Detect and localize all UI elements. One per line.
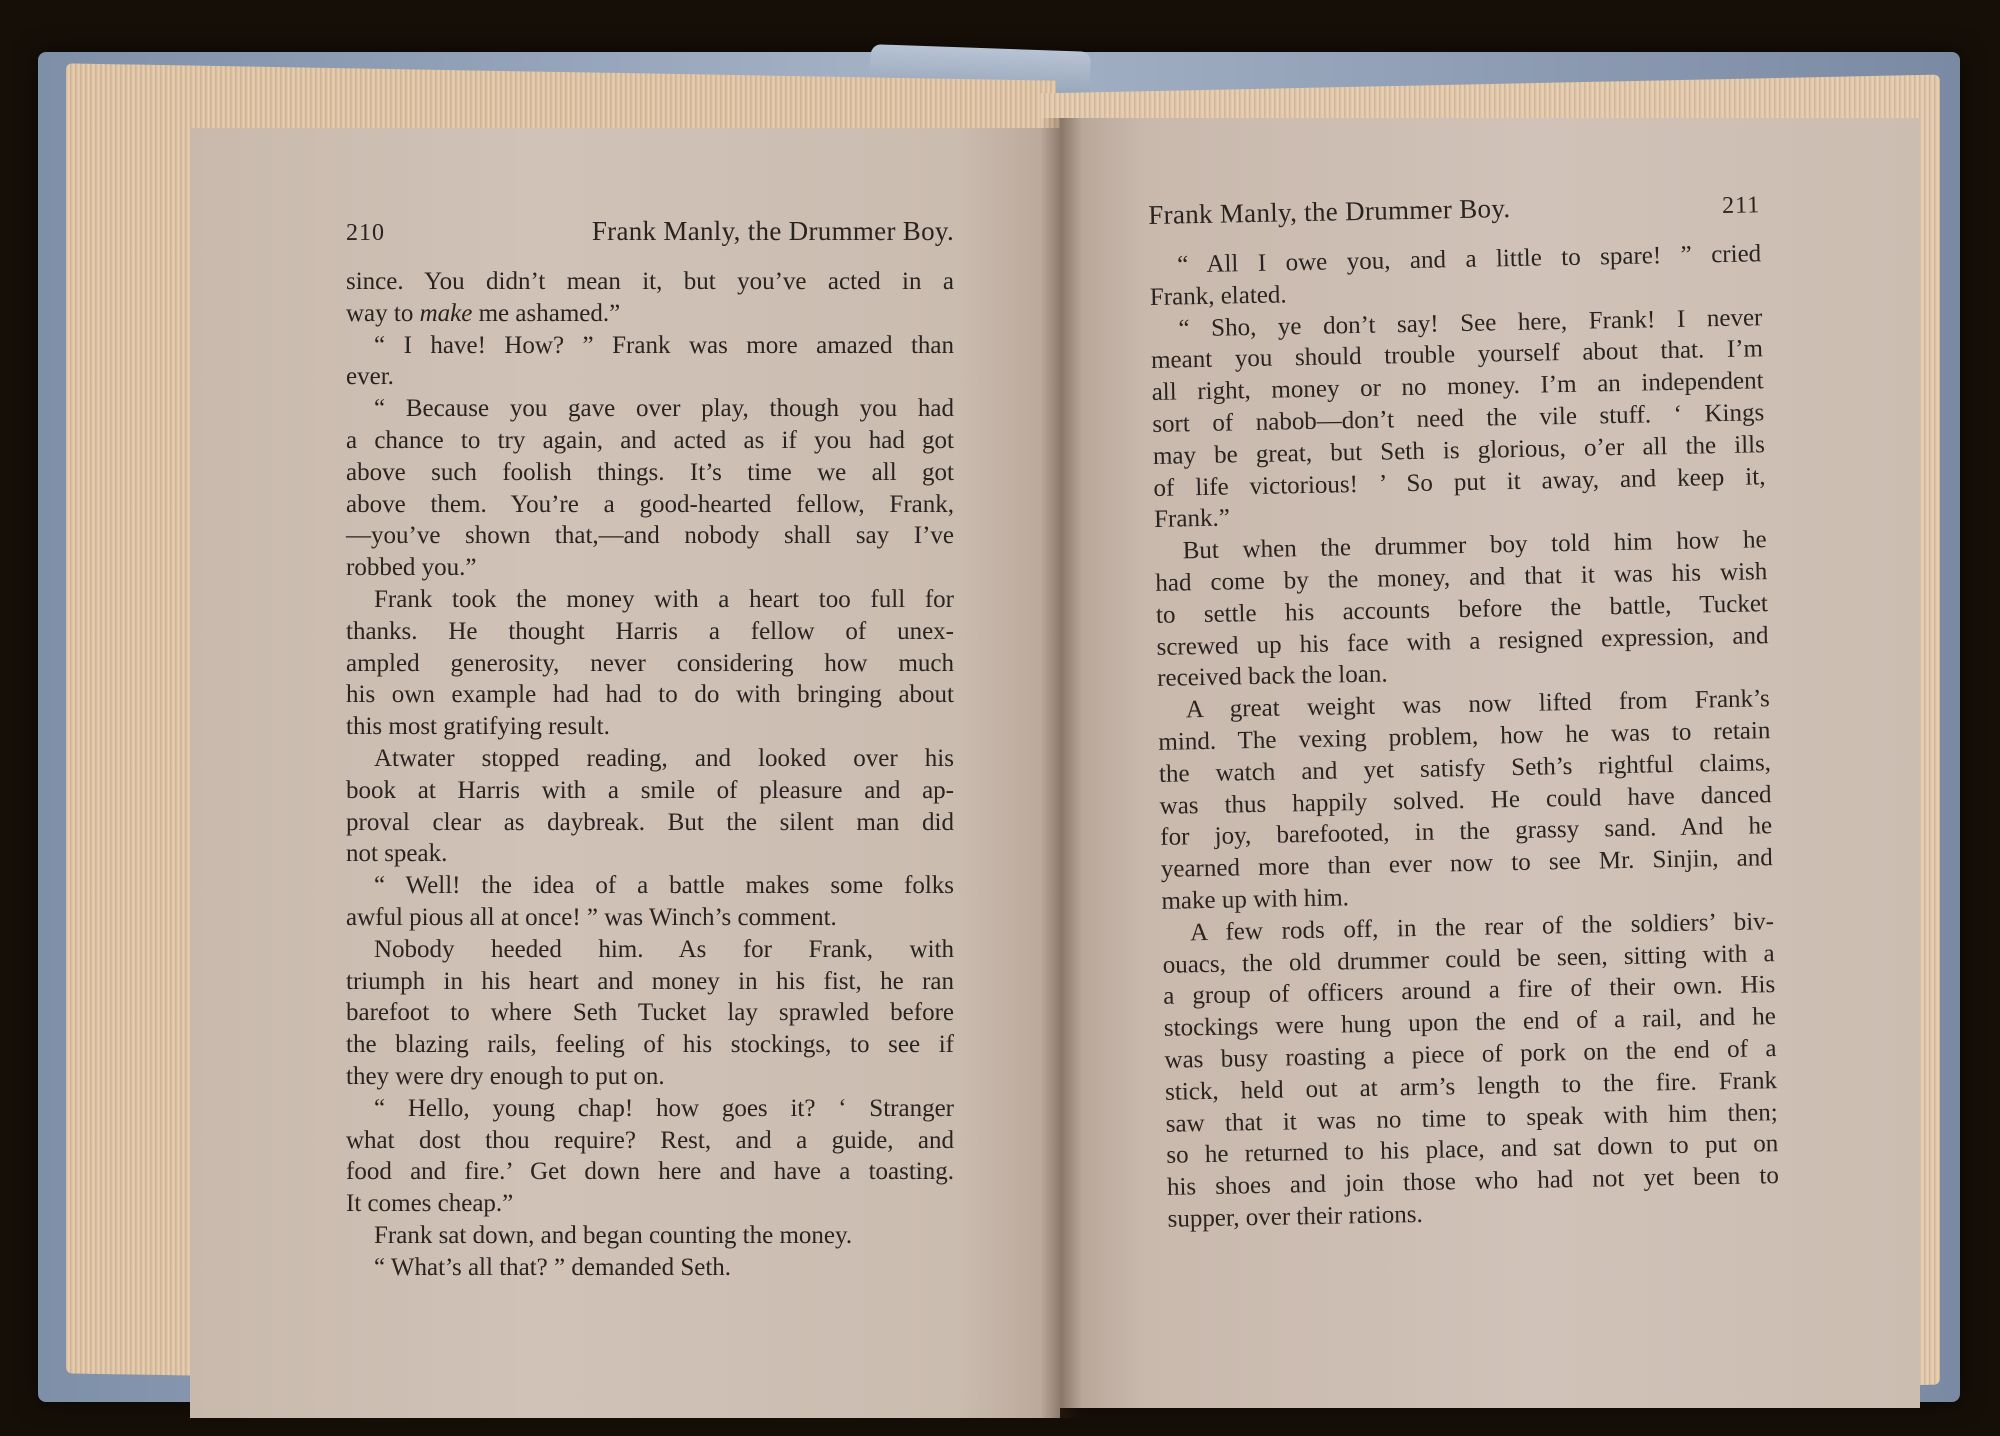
text-line: had come by the money, and that it was his wish	[1155, 558, 1768, 597]
text-line: It comes cheap.”	[346, 1190, 514, 1218]
text-line: But when the drummer boy told him how he	[1182, 526, 1767, 565]
text-line: Frank.”	[1153, 504, 1231, 534]
text-line: A few rods off, in the rear of the soldiers’ biv-	[1189, 907, 1775, 947]
text-line: of life victorious! ’ So put it away, and keep it,	[1153, 462, 1766, 502]
right-page-text	[1148, 188, 1780, 1235]
text-line: may be great, but Seth is glorious, o’er all the ills	[1152, 430, 1766, 470]
text-line: make up with him.	[1161, 884, 1350, 915]
paragraph	[346, 393, 954, 584]
text-line: “ Sho, ye don’t say! See here, Frank! I never	[1178, 303, 1763, 343]
running-head: Frank Manly, the Drummer Boy.	[591, 216, 954, 246]
text-line: this most gratifying result.	[346, 713, 610, 741]
text-line: ampled generosity, never considering how much	[346, 649, 954, 677]
text-line: they were dry enough to put on.	[346, 1062, 665, 1090]
text-line: above such foolish things. It’s time we all got	[346, 458, 954, 486]
running-head: Frank Manly, the Drummer Boy.	[1148, 193, 1511, 230]
text-run: way to	[346, 299, 420, 327]
text-line: book at Harris with a smile of pleasure and ap-	[346, 776, 954, 804]
paragraph	[346, 266, 954, 330]
text-line: “ What’s all that? ” demanded Seth.	[374, 1253, 732, 1281]
text-line: for joy, barefooted, in the grassy sand. And he	[1159, 812, 1773, 852]
text-line: the watch and yet satisfy Seth’s rightful claims,	[1158, 748, 1772, 788]
text-run: me ashamed.”	[472, 299, 621, 327]
text-line: Frank sat down, and began counting the money.	[374, 1221, 853, 1249]
text-line: was busy roasting a piece of pork on the end of a	[1164, 1035, 1777, 1074]
text-line: yearned more than ever now to see Mr. Sinjin, and	[1160, 844, 1774, 884]
text-line: ouacs, the old drummer could be seen, sitting with a	[1162, 939, 1775, 979]
paragraph	[1158, 683, 1774, 917]
paragraph	[346, 934, 954, 1093]
book-gutter	[1040, 118, 1082, 1418]
paragraph	[1149, 238, 1762, 313]
paragraph	[346, 1220, 954, 1252]
text-line: supper, over their rations.	[1167, 1200, 1423, 1233]
text-line: proval clear as daybreak. But the silent man did	[346, 808, 954, 836]
text-line: sort of nabob—don’t need the vile stuff. ‘ Kings	[1152, 399, 1765, 438]
page-number: 211	[1721, 192, 1761, 219]
text-line: not speak.	[346, 840, 448, 868]
text-line: since. You didn’t mean it, but you’ve acted in a	[346, 268, 954, 295]
text-line: mind. The vexing problem, how he was to retain	[1158, 717, 1771, 756]
text-line: so he returned to his place, and sat down to put on	[1166, 1130, 1779, 1170]
text-line: —you’ve shown that,—and nobody shall say I’ve	[346, 522, 954, 550]
paragraph	[346, 743, 954, 870]
left-page-header	[346, 216, 954, 254]
text-line: a chance to try again, and acted as if you had got	[346, 426, 954, 454]
text-line: screwed up his face with a resigned expression, and	[1156, 621, 1769, 661]
text-line: robbed you.”	[346, 554, 477, 582]
page-number: 210	[346, 220, 385, 246]
paragraph	[346, 870, 954, 934]
text-line: to settle his accounts before the battle, Tucket	[1155, 589, 1769, 629]
italic-word: make	[419, 299, 473, 327]
paragraph	[346, 1252, 954, 1284]
text-line: received back the loan.	[1156, 660, 1388, 693]
text-line: meant you should trouble yourself about that. I’m	[1150, 335, 1764, 375]
text-line: Nobody heeded him. As for Frank, with	[374, 935, 954, 963]
text-line: “ Because you gave over play, though you had	[374, 395, 954, 423]
text-line: stockings were hung upon the end of a rail, and he	[1163, 1003, 1777, 1042]
text-line: all right, money or no money. I’m an independent	[1151, 367, 1764, 407]
left-page-body	[346, 266, 954, 1284]
text-line: “ Hello, young chap! how goes it? ‘ Stranger	[374, 1094, 954, 1122]
text-line: A great weight was now lifted from Frank’s	[1185, 685, 1770, 724]
text-line	[346, 298, 954, 330]
text-line: above them. You’re a good-hearted fellow, Frank,	[346, 490, 954, 518]
text-line: was thus happily solved. He could have danced	[1159, 780, 1772, 820]
text-line: Frank took the money with a heart too full for	[374, 585, 954, 613]
paragraph	[346, 584, 954, 743]
paragraph	[1162, 906, 1780, 1236]
text-line: thanks. He thought Harris a fellow of unex-	[346, 617, 954, 645]
text-line: Frank, elated.	[1149, 281, 1287, 311]
text-line: “ I have! How? ” Frank was more amazed than	[374, 331, 954, 359]
paragraph	[1154, 524, 1769, 695]
text-line: Atwater stopped reading, and looked over his	[374, 744, 954, 772]
text-line: his shoes and join those who had not yet been to	[1166, 1162, 1780, 1201]
text-line: saw that it was no time to speak with him then;	[1165, 1098, 1778, 1138]
left-page-text	[346, 216, 954, 1284]
text-line: “ All I owe you, and a little to spare! ” cried	[1176, 240, 1762, 279]
text-line: his own example had had to do with bringing about	[346, 681, 954, 709]
text-line: barefoot to where Seth Tucket lay sprawled before	[346, 999, 954, 1027]
text-line: the blazing rails, feeling of his stockings, to see if	[346, 1031, 954, 1059]
paragraph	[1150, 302, 1766, 536]
paragraph	[346, 1093, 954, 1220]
text-line: “ Well! the idea of a battle makes some folks	[374, 872, 954, 900]
text-line: ever.	[346, 363, 394, 391]
text-line: stick, held out at arm’s length to the fire. Frank	[1164, 1066, 1778, 1106]
right-page-body	[1149, 238, 1780, 1235]
text-line: what dost thou require? Rest, and a guide, and	[346, 1126, 954, 1154]
text-line: a group of officers around a fire of their own. His	[1163, 971, 1776, 1011]
text-line: triumph in his heart and money in his fist, he ran	[346, 967, 954, 995]
paragraph	[346, 330, 954, 394]
text-line: food and fire.’ Get down here and have a toasting.	[346, 1158, 954, 1186]
text-line: awful pious all at once! ” was Winch’s comment.	[346, 903, 837, 931]
